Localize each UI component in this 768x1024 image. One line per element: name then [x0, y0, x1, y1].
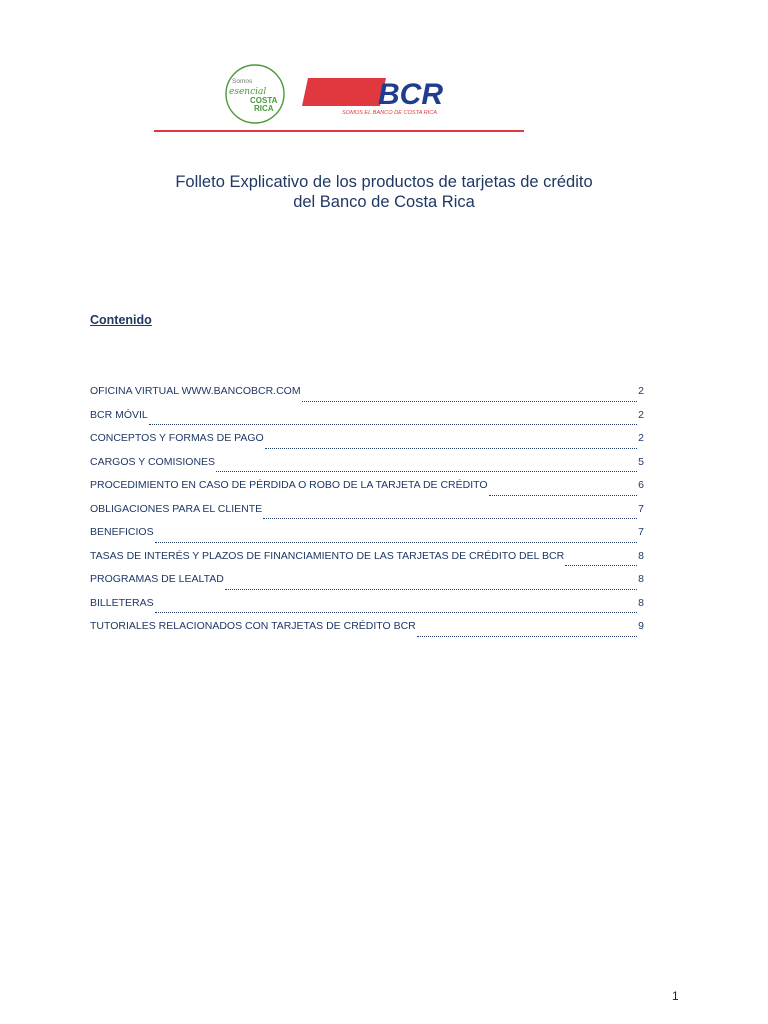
- title-line-1: Folleto Explicativo de los productos de tarjetas de crédito: [175, 173, 593, 191]
- toc-dot-leader: [489, 494, 638, 496]
- toc-entry[interactable]: [90, 385, 644, 409]
- toc-entry[interactable]: [90, 550, 644, 574]
- toc-entry-page: 2: [638, 385, 644, 397]
- toc-entry-title: PROCEDIMIENTO EN CASO DE PÉRDIDA O ROBO DE LA TARJETA DE CRÉDITO: [90, 479, 488, 491]
- toc-entry[interactable]: [90, 432, 644, 456]
- toc-entry[interactable]: [90, 597, 644, 621]
- toc-entry-title: BENEFICIOS: [90, 526, 154, 538]
- toc-heading: Contenido: [90, 313, 152, 327]
- toc-entry-title: PROGRAMAS DE LEALTAD: [90, 573, 224, 585]
- toc-entry-title: TUTORIALES RELACIONADOS CON TARJETAS DE CRÉDITO BCR: [90, 620, 416, 632]
- table-of-contents: [90, 385, 644, 644]
- toc-dot-leader: [225, 588, 637, 590]
- toc-entry-page: 6: [638, 479, 644, 491]
- header-divider: [154, 130, 524, 132]
- svg-text:esencial: esencial: [229, 87, 267, 97]
- toc-entry-page: 2: [638, 408, 644, 421]
- page-number: 1: [672, 989, 679, 1003]
- toc-dot-leader: [149, 423, 637, 425]
- somos-esencial-costa-rica-logo: [222, 63, 288, 125]
- toc-entry[interactable]: [90, 573, 644, 597]
- toc-entry[interactable]: [90, 409, 644, 433]
- toc-entry-page: 5: [638, 455, 644, 468]
- toc-entry-title: BILLETERAS: [90, 596, 154, 609]
- svg-text:Somos: Somos: [232, 78, 253, 85]
- toc-entry-title: TASAS DE INTERÉS Y PLAZOS DE FINANCIAMIENTO DE LAS TARJETAS DE CRÉDITO DEL BCR: [90, 549, 565, 562]
- toc-entry-page: 8: [638, 549, 644, 562]
- toc-entry-page: 8: [638, 596, 644, 609]
- toc-dot-leader: [265, 447, 637, 449]
- toc-dot-leader: [155, 541, 638, 543]
- bcr-logo: [302, 76, 456, 116]
- svg-text:RICA: RICA: [254, 104, 274, 113]
- svg-text:BCR: BCR: [378, 78, 443, 111]
- toc-entry-page: 7: [638, 526, 644, 538]
- toc-dot-leader: [417, 635, 637, 637]
- toc-entry[interactable]: [90, 479, 644, 503]
- page-header: [150, 62, 526, 134]
- toc-entry-page: 9: [638, 620, 644, 632]
- toc-entry-page: 2: [638, 432, 644, 444]
- toc-entry-page: 7: [638, 502, 644, 515]
- toc-entry[interactable]: [90, 620, 644, 644]
- toc-entry-title: OBLIGACIONES PARA EL CLIENTE: [90, 502, 263, 515]
- toc-dot-leader: [263, 517, 637, 519]
- toc-dot-leader: [565, 564, 637, 566]
- svg-text:COSTA: COSTA: [250, 96, 278, 105]
- toc-entry-page: 8: [638, 573, 644, 585]
- document-title: [0, 172, 768, 212]
- svg-text:SOMOS EL BANCO DE COSTA RICA: SOMOS EL BANCO DE COSTA RICA: [342, 110, 438, 116]
- toc-entry[interactable]: [90, 503, 644, 527]
- toc-entry[interactable]: [90, 456, 644, 480]
- toc-dot-leader: [155, 611, 638, 613]
- toc-entry-title: CONCEPTOS Y FORMAS DE PAGO: [90, 432, 264, 444]
- toc-entry-title: OFICINA VIRTUAL WWW.BANCOBCR.COM: [90, 385, 301, 397]
- toc-entry-title: BCR MÓVIL: [90, 408, 148, 421]
- toc-entry[interactable]: [90, 526, 644, 550]
- toc-dot-leader: [302, 400, 638, 402]
- title-line-2: del Banco de Costa Rica: [293, 193, 475, 211]
- toc-dot-leader: [216, 470, 637, 472]
- toc-entry-title: CARGOS Y COMISIONES: [90, 455, 216, 468]
